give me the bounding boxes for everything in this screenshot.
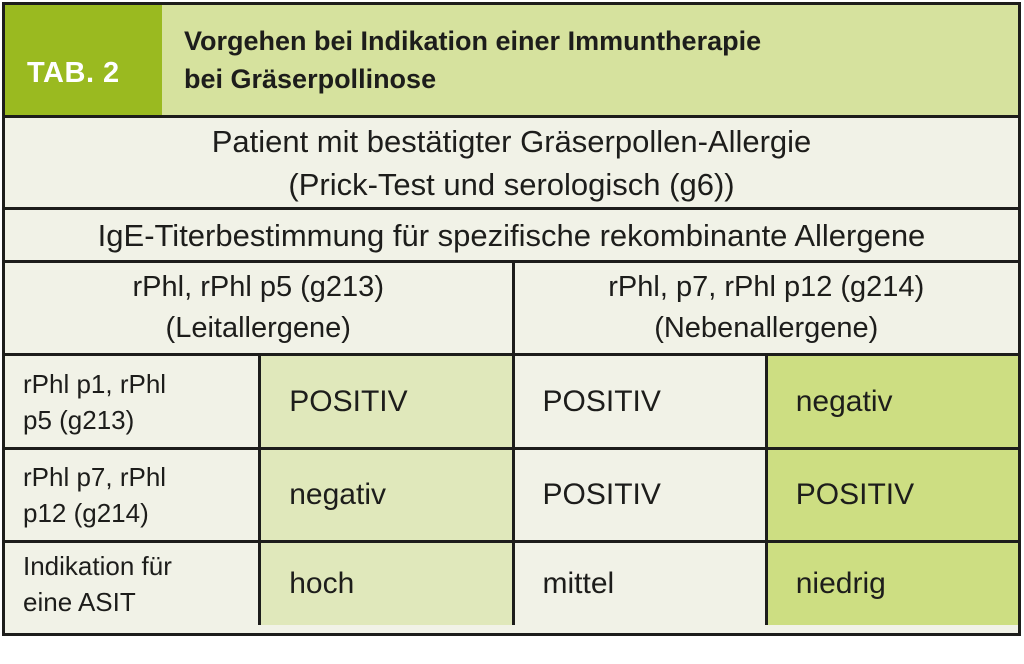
- result-cell: POSITIV: [512, 356, 765, 447]
- result-cell: POSITIV: [512, 450, 765, 540]
- table-title-line2: bei Gräserpollinose: [184, 64, 437, 94]
- indication-cell: niedrig: [765, 543, 1018, 625]
- row-label-asit: [5, 543, 258, 625]
- ige-text: IgE-Titerbestimmung für spezifische rekombinante Allergene: [97, 217, 926, 253]
- row-label-asit-line1: Indikation für: [23, 551, 172, 581]
- table-row-g213: [5, 353, 1018, 447]
- indication-cell: hoch: [258, 543, 511, 625]
- patient-cell: [5, 118, 1018, 207]
- result-cell: negativ: [765, 356, 1018, 447]
- table-title-cell: [162, 5, 1018, 115]
- immunotherapy-indication-table: [2, 2, 1021, 636]
- table-row-asit-indication: [5, 540, 1018, 625]
- table-title-line1: Vorgehen bei Indikation einer Immuntherapie: [184, 26, 762, 56]
- group-left-line1: rPhl, rPhl p5 (g213): [132, 271, 384, 303]
- patient-row: [5, 115, 1018, 207]
- indication-cell: mittel: [512, 543, 765, 625]
- patient-line1: Patient mit bestätigter Gräserpollen-Allergie: [211, 123, 812, 159]
- row-label-g213: [5, 356, 258, 447]
- table-row-g214: [5, 447, 1018, 540]
- row-label-g214-line2: p12 (g214): [23, 498, 149, 528]
- group-nebenallergene-cell: [512, 263, 1019, 353]
- table-header-row: [5, 5, 1018, 115]
- tab-number-label: TAB. 2: [27, 56, 120, 89]
- result-cell: POSITIV: [258, 356, 511, 447]
- allergen-group-row: [5, 260, 1018, 353]
- ige-row: [5, 207, 1018, 260]
- row-label-g214-line1: rPhl p7, rPhl: [23, 462, 167, 492]
- result-cell: POSITIV: [765, 450, 1018, 540]
- tab-number-badge: [5, 5, 162, 115]
- row-label-asit-line2: eine ASIT: [23, 587, 136, 617]
- group-right-line1: rPhl, p7, rPhl p12 (g214): [608, 271, 925, 303]
- group-left-line2: (Leitallergene): [165, 312, 351, 344]
- group-right-line2: (Nebenallergene): [654, 312, 879, 344]
- row-label-g213-line1: rPhl p1, rPhl: [23, 368, 167, 399]
- patient-line2: (Prick-Test und serologisch (g6)): [288, 166, 735, 202]
- result-cell: negativ: [258, 450, 511, 540]
- row-label-g214: [5, 450, 258, 540]
- ige-cell: [5, 210, 1018, 260]
- row-label-g213-line2: p5 (g213): [23, 404, 135, 435]
- group-leitallergene-cell: [5, 263, 512, 353]
